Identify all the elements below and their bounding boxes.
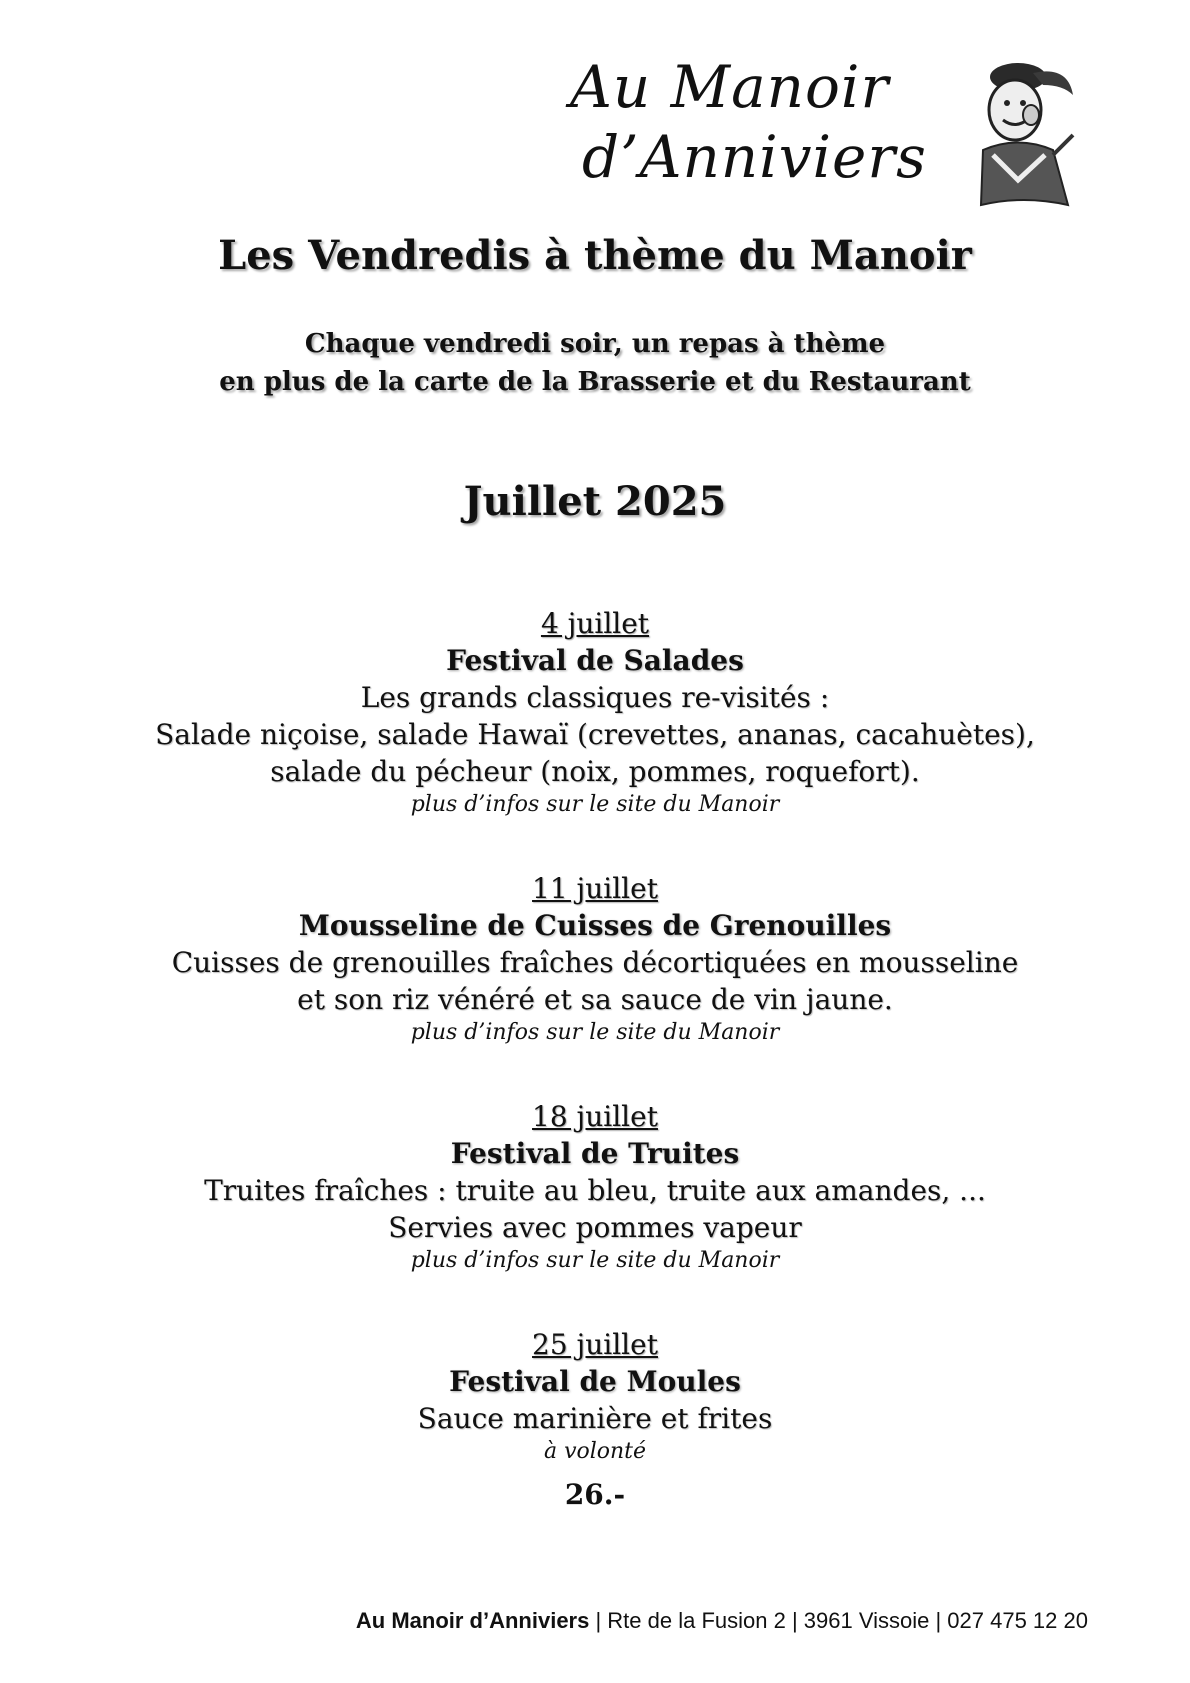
event-note: à volonté xyxy=(543,1439,647,1464)
event-date: 11 juillet xyxy=(532,872,658,905)
event-description: salade du pécheur (noix, pommes, roquefort). xyxy=(270,755,920,788)
event-item xyxy=(0,605,1190,820)
event-info-link[interactable]: plus d’infos sur le site du Manoir xyxy=(410,1248,780,1273)
logo-line-1: Au Manoir xyxy=(570,53,890,121)
event-price: 26.- xyxy=(564,1478,626,1511)
event-description: Les grands classiques re-visités : xyxy=(360,681,830,714)
event-item xyxy=(0,1098,1190,1276)
event-item xyxy=(0,1326,1190,1517)
event-description: Salade niçoise, salade Hawaï (crevettes, ananas, cacahuètes), xyxy=(155,718,1035,751)
event-info-link[interactable]: plus d’infos sur le site du Manoir xyxy=(410,792,780,817)
chef-mascot-icon xyxy=(973,55,1083,210)
event-name: Festival de Moules xyxy=(449,1365,741,1398)
subtitle-line-1: Chaque vendredi soir, un repas à thème xyxy=(304,329,886,359)
event-description: Servies avec pommes vapeur xyxy=(388,1211,802,1244)
event-name: Festival de Salades xyxy=(446,644,744,677)
logo-line-2: d’Anniviers xyxy=(582,123,927,191)
event-description: Sauce marinière et frites xyxy=(417,1402,773,1435)
event-item xyxy=(0,870,1190,1048)
footer-contact xyxy=(0,1608,1088,1634)
footer-address: | Rte de la Fusion 2 | 3961 Vissoie | 027 475 12 20 xyxy=(589,1608,1088,1633)
event-name: Festival de Truites xyxy=(450,1137,740,1170)
month-heading: Juillet 2025 xyxy=(463,478,727,525)
subtitle xyxy=(0,325,1190,401)
event-date: 18 juillet xyxy=(532,1100,658,1133)
event-name: Mousseline de Cuisses de Grenouilles xyxy=(298,909,892,942)
event-list xyxy=(0,605,1190,1517)
subtitle-line-2: en plus de la carte de la Brasserie et du Restaurant xyxy=(219,367,971,397)
event-date: 25 juillet xyxy=(532,1328,658,1361)
event-info-link[interactable]: plus d’infos sur le site du Manoir xyxy=(410,1020,780,1045)
page-title: Les Vendredis à thème du Manoir xyxy=(218,232,972,279)
footer-name: Au Manoir d’Anniviers xyxy=(355,1608,590,1633)
event-description: Truites fraîches : truite au bleu, truite aux amandes, ... xyxy=(204,1174,986,1207)
event-description: et son riz vénéré et sa sauce de vin jaune. xyxy=(297,983,893,1016)
event-description: Cuisses de grenouilles fraîches décortiquées en mousseline xyxy=(171,946,1019,979)
logo-wordmark xyxy=(570,52,927,192)
event-date: 4 juillet xyxy=(540,607,650,640)
